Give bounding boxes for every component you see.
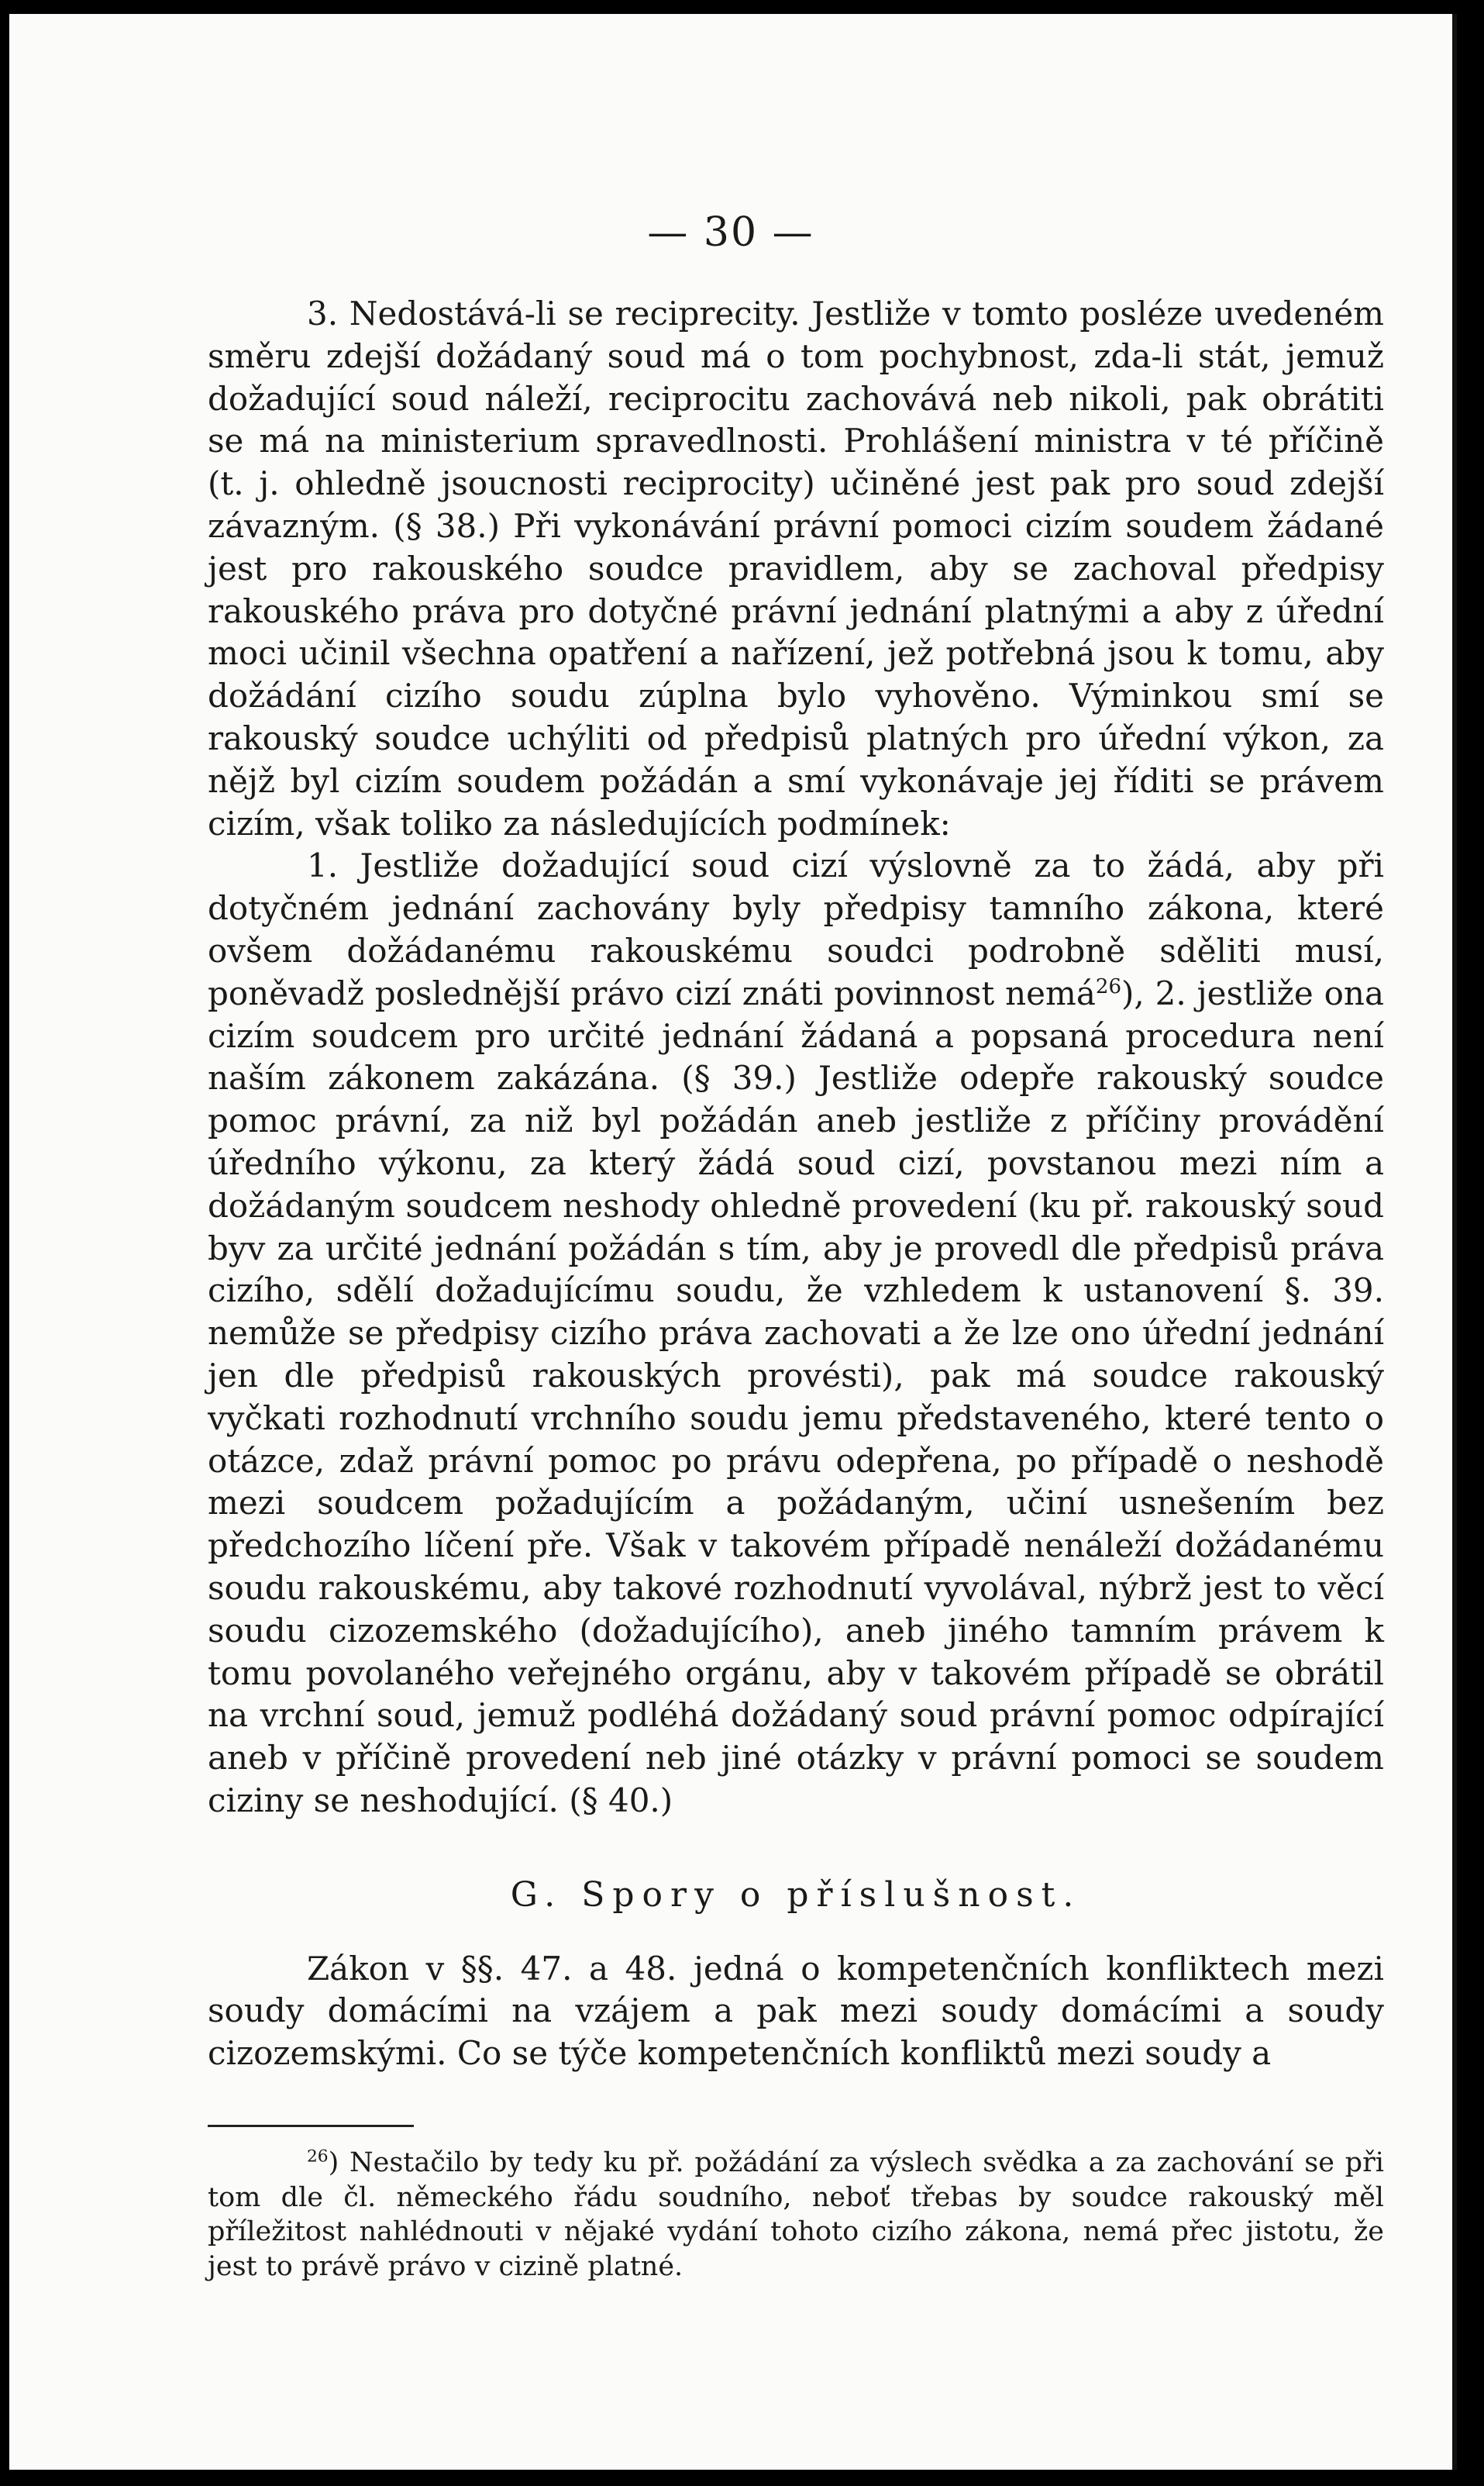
paragraph-conditions-text-continued: ), 2. jestliže ona cizím soudcem pro určité jednání žádaná a popsaná procedura není naším zákonem zakázána. (§ 39.) Jestliže odepře rakouský soudce pomoc právní, za niž byl požádán aneb jestliže z příčiny provádění úředního výkonu, za který žádá soud cizí, povstanou mezi ním a dožádaným soudcem neshody ohledně provedení (ku př. rakouský soud byv za určité jednání požádán s tím, aby je provedl dle předpisů práva cizího, sdělí dožadujícímu soudu, že vzhledem k ustanovení §. 39. nemůže se předpisy cizího práva zachovati a že lze ono úřední jednání jen dle předpisů rakouských provésti), pak má soudce rakouský vyčkati rozhodnutí vrchního soudu jemu představeného, které tento o otázce, zdaž právní pomoc po právu odepřena, po případě o neshodě mezi soudcem požadujícím a požádaným, učiní usnešením bez předchozího líčení pře. Však v takovém případě nenáleží dožádanému soudu rakouskému, aby takové rozhodnutí vyvolával, nýbrž jest to věcí soudu cizozemského (dožadujícího), aneb jiného tamním právem k tomu povolaného veřejného orgánu, aby v takovém případě se obrátil na vrchní soud, jemuž podléhá dožádaný soud právní pomoc odpírající aneb v příčině provedení neb jiné otázky v právní pomoci se soudem ciziny se neshodující. (§ 40.) [208, 974, 1384, 1819]
paragraph-reciprocity: 3. Nedostává-li se reciprecity. Jestliže v tomto posléze uvedeném směru zdejší dožádaný soud má o tom pochybnost, zda-li stát, jemuž dožadující soud náleží, reciprocitu zachovává neb nikoli, pak obrátiti se má na ministerium spravedlnosti. Prohlášení ministra v té příčině (t. j. ohledně jsoucnosti reciprocity) učiněné jest pak pro soud zdejší závazným. (§ 38.) Při vykonávání právní pomoci cizím soudem žádané jest pro rakouského soudce pravidlem, aby se zachoval předpisy rakouského práva pro dotyčné právní jednání platnými a aby z úřední moci učinil všechna opatření a nařízení, jež potřebná jsou k tomu, aby dožádání cizího soudu zúplna bylo vyhověno. Výminkou smí se rakouský soudce uchýliti od předpisů platných pro úřední výkon, za nějž byl cizím soudem požádán a smí vykonávaje jej říditi se právem cizím, však toliko za následujících podmínek: [208, 295, 1384, 843]
paragraph-conditions-text: 1. Jestliže dožadující soud cizí výslovně za to žádá, aby při dotyčném jednání zachovány byly předpisy tamního zákona, které ovšem dožádanému rakouskému soudci podrobně sděliti musí, poněvadž poslednější právo cizí znáti povinnost nemá [208, 846, 1384, 1012]
footnote-divider [208, 2125, 414, 2127]
page-number: — 30 — [647, 209, 814, 256]
paragraph-conditions [208, 845, 1384, 1822]
footnote-text: ) Nestačilo by tedy ku př. požádání za výslech svědka a za zachování se při tom dle čl. německého řádu soudního, neboť třebas by soudce rakouský měl příležitost nahlédnouti v nějaké vydání tohoto cizího zákona, nemá přec jistotu, že jest to právě právo v cizině platné. [208, 2147, 1384, 2282]
footnote [208, 2146, 1384, 2284]
book-page [9, 14, 1457, 2470]
page-content [208, 293, 1384, 2284]
footnote-reference: 26 [1095, 974, 1122, 998]
footnote-number: 26 [307, 2146, 329, 2167]
section-heading: G. Spory o příslušnost. [510, 1874, 1082, 1915]
paragraph-competence: Zákon v §§. 47. a 48. jedná o kompetenčních konfliktech mezi soudy domácími na vzájem a pak mezi soudy domácími a soudy cizozemskými. Co se týče kompetenčních konfliktů mezi soudy a [208, 1949, 1384, 2073]
